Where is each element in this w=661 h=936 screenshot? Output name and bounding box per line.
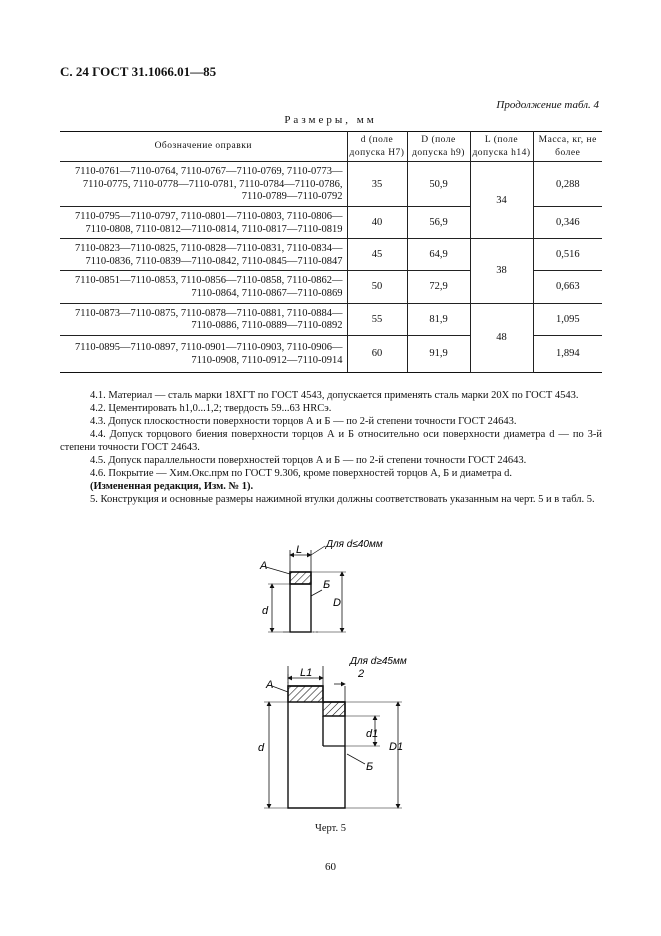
cell-D: 64,9 xyxy=(407,239,470,271)
cell-L: 48 xyxy=(470,303,533,372)
paragraph-4-2: 4.2. Цементировать h1,0...1,2; твердость 59...63 HRCэ. xyxy=(90,403,332,414)
cell-designation: 7110-0895—7110-0897, 7110-0901—7110-0903, 7110-0906—7110-0908, 7110-0912—7110-0914 xyxy=(60,335,347,372)
label-D: D xyxy=(333,597,341,609)
requirements-text xyxy=(60,389,602,506)
header-designation: Обозначение оправки xyxy=(60,132,347,162)
paragraph-4-3: 4.3. Допуск плоскостности поверхности торцов А и Б — по 2-й степени точности ГОСТ 24643. xyxy=(90,416,517,427)
paragraph-4-1: 4.1. Материал — сталь марки 18ХГТ по ГОСТ 4543, допускается применять сталь марки 20Х по ГОСТ 4543. xyxy=(90,390,579,401)
paragraph-4-5: 4.5. Допуск параллельности поверхностей торцов А и Б — по 2-й степени точности ГОСТ 24643. xyxy=(90,455,527,466)
header-mass: Масса, кг, не более xyxy=(533,132,602,162)
header-D: D (поле допуска h9) xyxy=(407,132,470,162)
table-row xyxy=(60,303,602,335)
paragraph-4-4: 4.4. Допуск торцового биения поверхности торцов А и Б относительно оси поверхности диаметра d — по 3-й степени точности ГОСТ 24643. xyxy=(60,429,602,453)
note-small-bushing: Для d≤40мм xyxy=(326,539,383,550)
bushing-large-view xyxy=(258,656,407,808)
label-B: Б xyxy=(323,579,331,591)
cell-mass: 1,894 xyxy=(533,335,602,372)
cell-d: 35 xyxy=(347,162,407,207)
cell-designation: 7110-0795—7110-0797, 7110-0801—7110-0803, 7110-0806—7110-0808, 7110-0812—7110-0814, 7110-0817—7110-0819 xyxy=(60,207,347,239)
page-header: С. 24 ГОСТ 31.1066.01—85 xyxy=(60,64,217,79)
figure-caption: Черт. 5 xyxy=(315,823,346,834)
paragraph-4-6: 4.6. Покрытие — Хим.Окс.прм по ГОСТ 9.306, кроме поверхностей торцов А, Б и диаметра d. xyxy=(90,468,513,479)
cell-mass: 0,346 xyxy=(533,207,602,239)
page-number: 60 xyxy=(325,861,336,873)
label-L1: L1 xyxy=(300,667,313,679)
cell-d: 60 xyxy=(347,335,407,372)
cell-designation: 7110-0823—7110-0825, 7110-0828—7110-0831, 7110-0834—7110-0836, 7110-0839—7110-0842, 7110-0845—7110-0847 xyxy=(60,239,347,271)
label-D1: D1 xyxy=(389,741,404,753)
cell-designation: 7110-0873—7110-0875, 7110-0878—7110-0881, 7110-0884—7110-0886, 7110-0889—7110-0892 xyxy=(60,303,347,335)
label-A: А xyxy=(260,560,268,572)
spec-table xyxy=(60,131,602,373)
label-d: d xyxy=(258,742,265,754)
table-row xyxy=(60,162,602,207)
sizes-caption: Размеры, мм xyxy=(284,114,377,126)
cell-d: 55 xyxy=(347,303,407,335)
cell-L: 38 xyxy=(470,239,533,303)
cell-D: 81,9 xyxy=(407,303,470,335)
cell-L: 34 xyxy=(470,162,533,239)
label-B: Б xyxy=(366,761,374,773)
cell-designation: 7110-0761—7110-0764, 7110-0767—7110-0769, 7110-0773—7110-0775, 7110-0778—7110-0781, 7110-0784—7110-0786, 7110-0789—7110-0792 xyxy=(60,162,347,207)
cell-mass: 1,095 xyxy=(533,303,602,335)
label-d: d xyxy=(262,605,269,617)
cell-D: 91,9 xyxy=(407,335,470,372)
cell-d: 45 xyxy=(347,239,407,271)
label-2: 2 xyxy=(358,668,365,680)
header-d: d (поле допуска H7) xyxy=(347,132,407,162)
cell-D: 56,9 xyxy=(407,207,470,239)
cell-mass: 0,663 xyxy=(533,271,602,303)
cell-D: 50,9 xyxy=(407,162,470,207)
header-L: L (поле допуска h14) xyxy=(470,132,533,162)
cell-mass: 0,516 xyxy=(533,239,602,271)
table-row xyxy=(60,239,602,271)
table-continuation-note: Продолжение табл. 4 xyxy=(496,99,599,111)
label-A: А xyxy=(266,679,274,691)
cell-d: 40 xyxy=(347,207,407,239)
bushing-drawing xyxy=(250,536,420,816)
cell-mass: 0,288 xyxy=(533,162,602,207)
label-L: L xyxy=(296,544,303,556)
label-d1: d1 xyxy=(366,728,379,740)
note-large-bushing: Для d≥45мм xyxy=(350,656,407,667)
cell-d: 50 xyxy=(347,271,407,303)
bushing-small-view xyxy=(259,539,383,632)
paragraph-5: 5. Конструкция и основные размеры нажимной втулки должны соответствовать указанным на черт. 5 и в табл. 5. xyxy=(90,494,595,505)
amendment-note: (Измененная редакция, Изм. № 1). xyxy=(90,481,254,492)
cell-designation: 7110-0851—7110-0853, 7110-0856—7110-0858, 7110-0862—7110-0864, 7110-0867—7110-0869 xyxy=(60,271,347,303)
cell-D: 72,9 xyxy=(407,271,470,303)
